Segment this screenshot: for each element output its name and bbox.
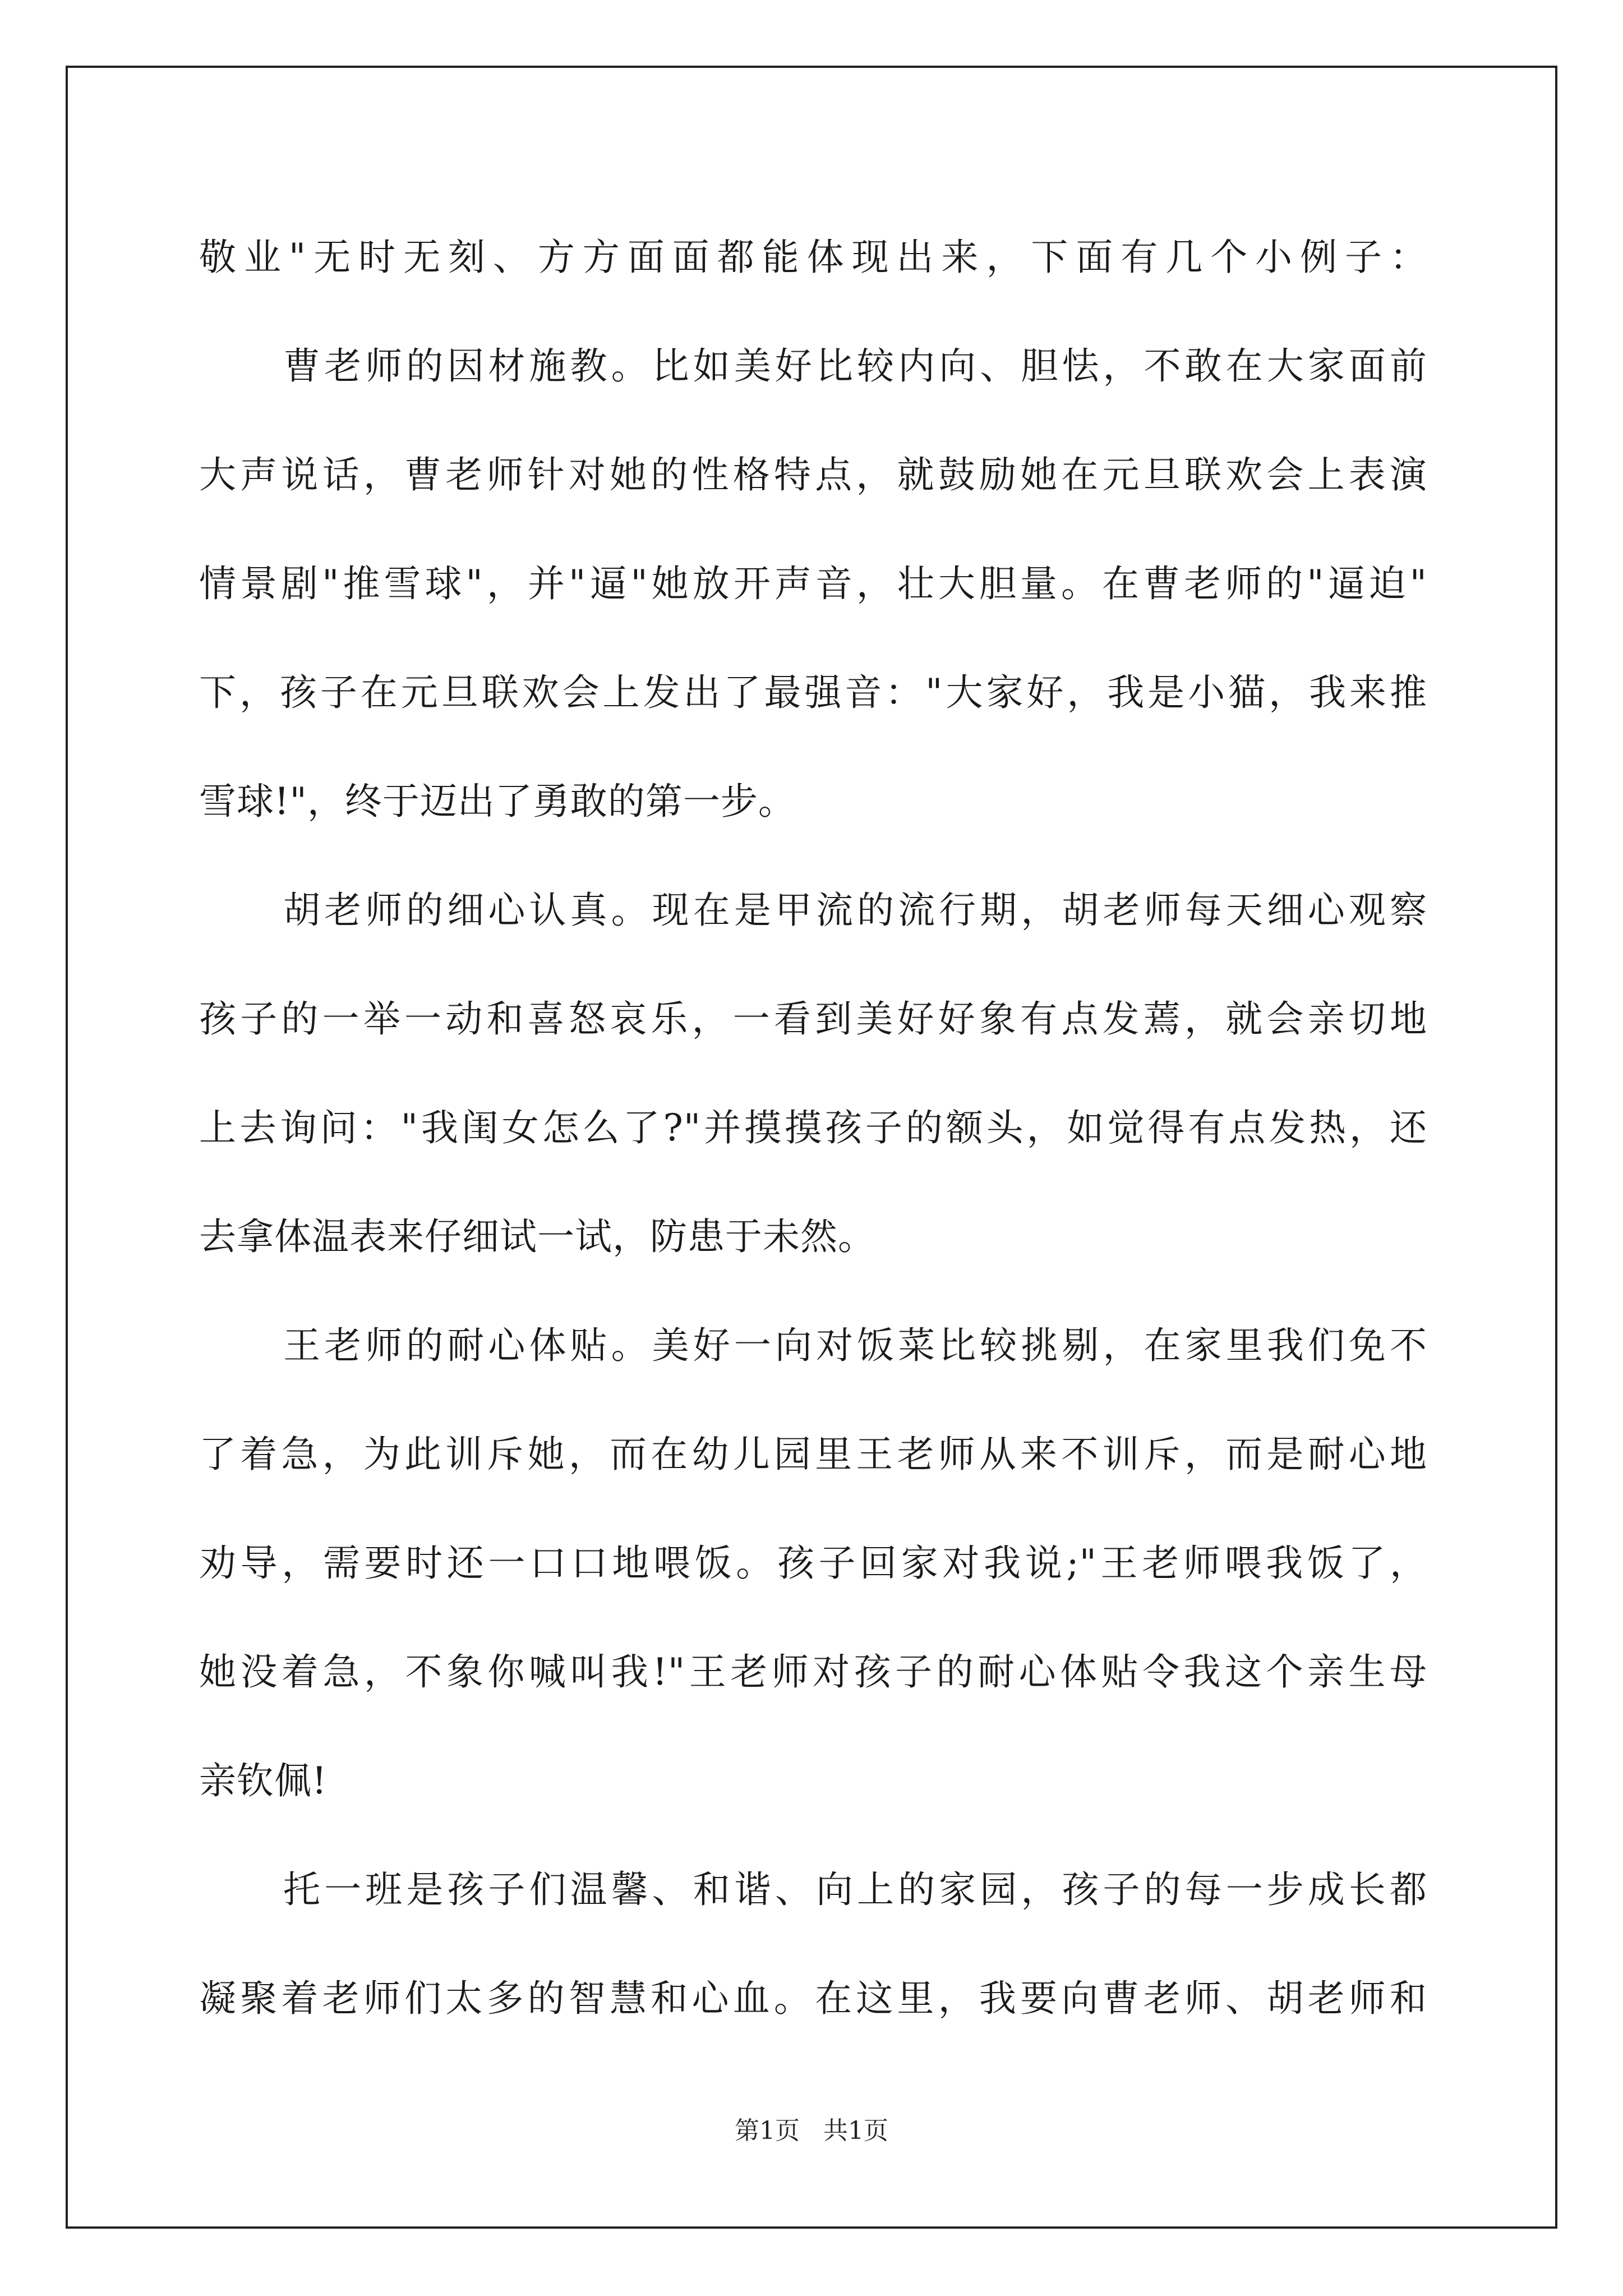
- paragraph-line: 胡老师的细心认真。现在是甲流的流行期，胡老师每天细心观察: [283, 888, 1427, 932]
- page-number: 第1页: [735, 2116, 800, 2145]
- paragraph-line: 托一班是孩子们温馨、和谐、向上的家园，孩子的每一步成长都: [283, 1867, 1427, 1911]
- paragraph-line: 了着急，为此训斥她，而在幼儿园里王老师从来不训斥，而是耐心地: [199, 1432, 1427, 1476]
- paragraph-line: 凝聚着老师们太多的智慧和心血。在这里，我要向曹老师、胡老师和: [199, 1976, 1427, 2020]
- paragraph-line: 大声说话，曹老师针对她的性格特点，就鼓励她在元旦联欢会上表演: [199, 453, 1427, 496]
- paragraph-line: 亲钦佩!: [199, 1759, 328, 1802]
- paragraph-line: 上去询问："我闺女怎么了?"并摸摸孩子的额头，如觉得有点发热，还: [199, 1106, 1427, 1149]
- paragraph-line: 下，孩子在元旦联欢会上发出了最强音："大家好，我是小猫，我来推: [199, 670, 1427, 714]
- paragraph-line: 劝导，需要时还一口口地喂饭。孩子回家对我说;"王老师喂我饭了，: [199, 1541, 1427, 1585]
- paragraph-line: 敬业"无时无刻、方方面面都能体现出来，下面有几个小例子：: [199, 235, 1427, 279]
- page-footer: [0, 2110, 1623, 2146]
- paragraph-line: 孩子的一举一动和喜怒哀乐，一看到美好好象有点发蔫，就会亲切地: [199, 997, 1427, 1041]
- paragraph-line: 雪球!"，终于迈出了勇敢的第一步。: [199, 779, 796, 823]
- paragraph-line: 曹老师的因材施教。比如美好比较内向、胆怯，不敢在大家面前: [283, 344, 1427, 388]
- paragraph-line: 去拿体温表来仔细试一试，防患于未然。: [199, 1214, 875, 1258]
- paragraph-line: 王老师的耐心体贴。美好一向对饭菜比较挑剔，在家里我们免不: [283, 1323, 1427, 1367]
- page-total: 共1页: [823, 2116, 888, 2145]
- paragraph-line: 情景剧"推雪球"，并"逼"她放开声音，壮大胆量。在曹老师的"逼迫": [199, 562, 1427, 605]
- paragraph-line: 她没着急，不象你喊叫我!"王老师对孩子的耐心体贴令我这个亲生母: [199, 1650, 1427, 1694]
- document-body: [199, 199, 1427, 2049]
